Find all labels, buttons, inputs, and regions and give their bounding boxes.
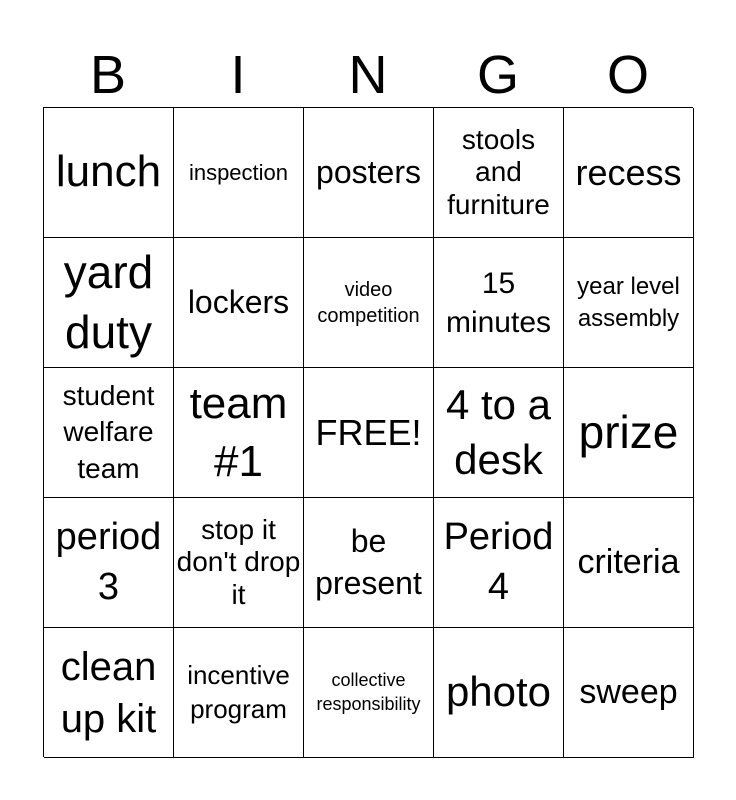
bingo-cell[interactable]: student welfare team bbox=[44, 368, 174, 498]
bingo-cell[interactable]: team #1 bbox=[174, 368, 304, 498]
header-letter-b: B bbox=[89, 45, 127, 105]
bingo-cell[interactable]: stop it don't drop it bbox=[174, 498, 304, 628]
bingo-cell[interactable]: 4 to a desk bbox=[434, 368, 564, 498]
bingo-cell[interactable]: photo bbox=[434, 628, 564, 758]
bingo-cell[interactable]: recess bbox=[564, 108, 694, 238]
bingo-cell[interactable]: year level assembly bbox=[564, 238, 694, 368]
free-space-cell[interactable]: FREE! bbox=[304, 368, 434, 498]
bingo-grid bbox=[43, 107, 693, 757]
bingo-cell[interactable]: prize bbox=[564, 368, 694, 498]
bingo-cell[interactable]: period 3 bbox=[44, 498, 174, 628]
bingo-cell[interactable]: criteria bbox=[564, 498, 694, 628]
header-letter-n: N bbox=[348, 45, 388, 105]
bingo-cell[interactable]: lockers bbox=[174, 238, 304, 368]
bingo-cell[interactable]: posters bbox=[304, 108, 434, 238]
bingo-cell[interactable]: sweep bbox=[564, 628, 694, 758]
bingo-cell[interactable]: collective responsibility bbox=[304, 628, 434, 758]
header-letter-g: G bbox=[476, 45, 519, 105]
bingo-cell[interactable]: stools and furniture bbox=[434, 108, 564, 238]
header-letter-o: O bbox=[606, 45, 649, 105]
bingo-cell[interactable]: video competition bbox=[304, 238, 434, 368]
bingo-cell[interactable]: 15 minutes bbox=[434, 238, 564, 368]
bingo-cell[interactable]: be present bbox=[304, 498, 434, 628]
bingo-cell[interactable]: clean up kit bbox=[44, 628, 174, 758]
bingo-header bbox=[43, 40, 693, 110]
bingo-cell[interactable]: lunch bbox=[44, 108, 174, 238]
header-letter-i: I bbox=[230, 45, 246, 105]
bingo-cell[interactable]: Period 4 bbox=[434, 498, 564, 628]
bingo-cell[interactable]: yard duty bbox=[44, 238, 174, 368]
bingo-cell[interactable]: inspection bbox=[174, 108, 304, 238]
bingo-cell[interactable]: incentive program bbox=[174, 628, 304, 758]
